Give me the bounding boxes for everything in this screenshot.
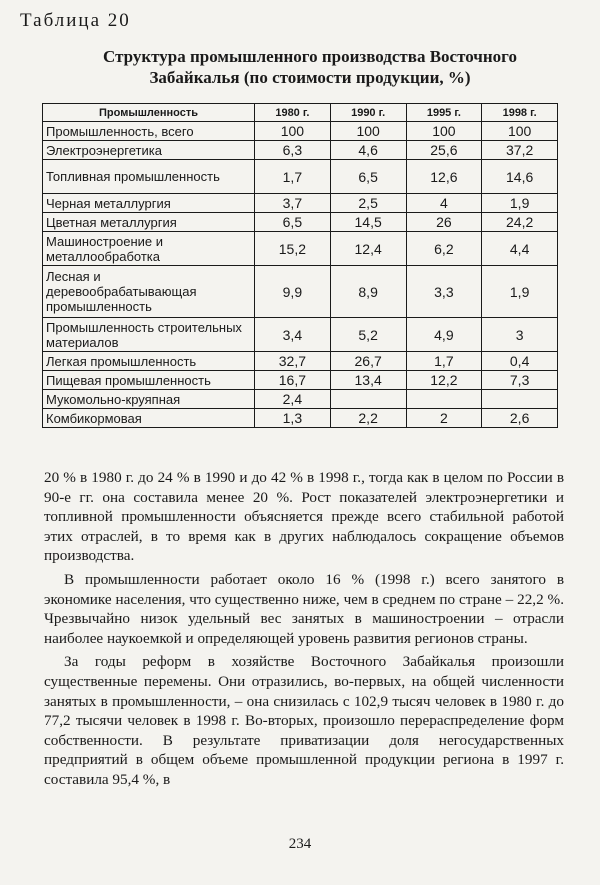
industry-name-cell: Цветная металлургия bbox=[43, 213, 255, 232]
value-cell: 2,2 bbox=[330, 409, 406, 428]
value-cell: 4,4 bbox=[482, 232, 558, 266]
value-cell: 4 bbox=[406, 194, 482, 213]
industry-name-cell: Легкая промышленность bbox=[43, 352, 255, 371]
value-cell: 2 bbox=[406, 409, 482, 428]
industry-name-cell: Пищевая промышленность bbox=[43, 371, 255, 390]
industry-structure-table bbox=[42, 103, 558, 428]
value-cell: 26 bbox=[406, 213, 482, 232]
value-cell: 12,4 bbox=[330, 232, 406, 266]
body-text bbox=[44, 468, 564, 790]
value-cell: 24,2 bbox=[482, 213, 558, 232]
value-cell: 1,9 bbox=[482, 266, 558, 318]
value-cell: 12,2 bbox=[406, 371, 482, 390]
value-cell: 6,3 bbox=[255, 141, 331, 160]
table-row bbox=[43, 371, 558, 390]
value-cell: 26,7 bbox=[330, 352, 406, 371]
table-row bbox=[43, 141, 558, 160]
table-row bbox=[43, 318, 558, 352]
value-cell: 3,3 bbox=[406, 266, 482, 318]
header-1980: 1980 г. bbox=[255, 104, 331, 122]
value-cell: 1,3 bbox=[255, 409, 331, 428]
value-cell: 0,4 bbox=[482, 352, 558, 371]
table-label: Таблица 20 bbox=[20, 10, 131, 31]
value-cell: 9,9 bbox=[255, 266, 331, 318]
value-cell: 4,9 bbox=[406, 318, 482, 352]
industry-name-cell: Электроэнергетика bbox=[43, 141, 255, 160]
table-title: Структура промышленного производства Восточного Забайкалья (по стоимости продукции, %) bbox=[103, 47, 517, 87]
value-cell: 13,4 bbox=[330, 371, 406, 390]
value-cell: 2,6 bbox=[482, 409, 558, 428]
industry-name-cell: Лесная и деревообрабатывающая промышленность bbox=[43, 266, 255, 318]
paragraph: 20 % в 1980 г. до 24 % в 1990 и до 42 % в 1998 г., тогда как в целом по России в 90-е гг. она составила менее 20 %. Рост показателей электроэнергетики и топливной промышленности объясняется прежде всего стабильной работой этих отраслей, в то время как в других наблюдалось сокращение объемов производства. bbox=[44, 469, 564, 565]
value-cell: 7,3 bbox=[482, 371, 558, 390]
header-industry: Промышленность bbox=[43, 104, 255, 122]
value-cell: 6,5 bbox=[255, 213, 331, 232]
header-1998: 1998 г. bbox=[482, 104, 558, 122]
value-cell: 1,7 bbox=[406, 352, 482, 371]
value-cell: 15,2 bbox=[255, 232, 331, 266]
value-cell: 6,5 bbox=[330, 160, 406, 194]
header-1990: 1990 г. bbox=[330, 104, 406, 122]
value-cell bbox=[482, 390, 558, 409]
value-cell: 25,6 bbox=[406, 141, 482, 160]
value-cell: 3 bbox=[482, 318, 558, 352]
value-cell bbox=[330, 390, 406, 409]
value-cell: 1,7 bbox=[255, 160, 331, 194]
industry-name-cell: Черная металлургия bbox=[43, 194, 255, 213]
table-row bbox=[43, 194, 558, 213]
paragraph: В промышленности работает около 16 % (1998 г.) всего занятого в экономике населения, что существенно ниже, чем в среднем по стране – 22,2 %. Чрезвычайно низок удельный вес занятых в машиностроении – отрасли наиболее наукоемкой и определяющей уровень развития регионов страны. bbox=[44, 570, 564, 647]
value-cell: 3,4 bbox=[255, 318, 331, 352]
industry-name-cell: Промышленность, всего bbox=[43, 122, 255, 141]
value-cell: 2,5 bbox=[330, 194, 406, 213]
value-cell: 4,6 bbox=[330, 141, 406, 160]
value-cell: 14,6 bbox=[482, 160, 558, 194]
table-row bbox=[43, 352, 558, 371]
industry-name-cell: Промышленность строительных материалов bbox=[43, 318, 255, 352]
value-cell: 32,7 bbox=[255, 352, 331, 371]
table-row bbox=[43, 409, 558, 428]
industry-name-cell: Мукомольно-круяпная bbox=[43, 390, 255, 409]
table-row bbox=[43, 160, 558, 194]
industry-name-cell: Топливная промышленность bbox=[43, 160, 255, 194]
value-cell: 37,2 bbox=[482, 141, 558, 160]
value-cell: 2,4 bbox=[255, 390, 331, 409]
value-cell: 5,2 bbox=[330, 318, 406, 352]
page-number: 234 bbox=[288, 836, 312, 852]
table-row bbox=[43, 232, 558, 266]
table-row bbox=[43, 390, 558, 409]
value-cell: 16,7 bbox=[255, 371, 331, 390]
table-row bbox=[43, 266, 558, 318]
value-cell: 8,9 bbox=[330, 266, 406, 318]
value-cell: 100 bbox=[330, 122, 406, 141]
table-row bbox=[43, 122, 558, 141]
value-cell: 100 bbox=[482, 122, 558, 141]
table-header-row bbox=[43, 104, 558, 122]
value-cell: 100 bbox=[406, 122, 482, 141]
header-1995: 1995 г. bbox=[406, 104, 482, 122]
value-cell: 14,5 bbox=[330, 213, 406, 232]
table-row bbox=[43, 213, 558, 232]
value-cell: 1,9 bbox=[482, 194, 558, 213]
industry-name-cell: Машиностроение и металлообработка bbox=[43, 232, 255, 266]
industry-name-cell: Комбикормовая bbox=[43, 409, 255, 428]
value-cell: 12,6 bbox=[406, 160, 482, 194]
value-cell: 6,2 bbox=[406, 232, 482, 266]
value-cell bbox=[406, 390, 482, 409]
value-cell: 100 bbox=[255, 122, 331, 141]
paragraph: За годы реформ в хозяйстве Восточного Забайкалья произошли существенные перемены. Они отразились, во-первых, на общей численности занятых в промышленности, – она снизилась с 102,9 тысяч человек в 1980 г. до 77,2 тысячи человек в 1998 г. Во-вторых, произошло перераспределение форм собственности. В результате приватизации доля негосударственных предприятий в общем объеме промышленной продукции региона в 1997 г. составила 95,4 %, в bbox=[44, 653, 564, 788]
value-cell: 3,7 bbox=[255, 194, 331, 213]
